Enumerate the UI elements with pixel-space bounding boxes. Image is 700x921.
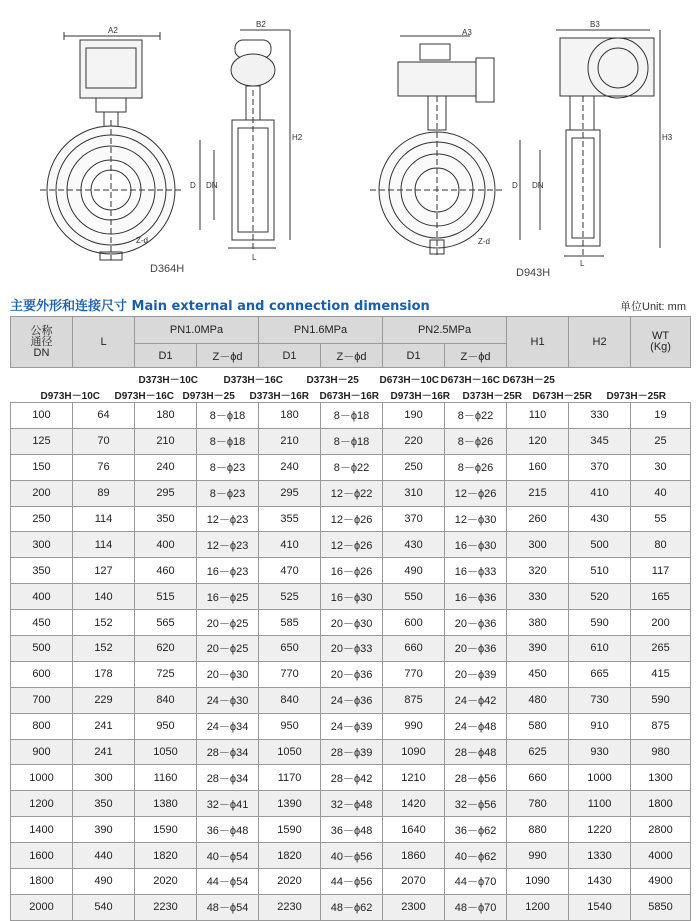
cell-h2: 520	[569, 584, 631, 610]
cell-h1: 780	[507, 791, 569, 817]
label-d-left: D	[190, 181, 196, 190]
cell-l: 490	[73, 869, 135, 895]
cell-d1-pn10: 565	[135, 610, 197, 636]
cell-d1-pn16: 410	[259, 532, 321, 558]
cell-zd-pn25: 48－ϕ70	[445, 894, 507, 920]
cell-d1-pn16: 2230	[259, 894, 321, 920]
cell-wt: 55	[631, 506, 691, 532]
cell-h2: 500	[569, 532, 631, 558]
cell-dn: 700	[11, 687, 73, 713]
header-h1: H1	[507, 317, 569, 368]
cell-zd-pn16: 20－ϕ33	[321, 636, 383, 662]
cell-d1-pn25: 990	[383, 713, 445, 739]
cell-h1: 260	[507, 506, 569, 532]
header-pn16: PN1.6MPa	[259, 317, 383, 344]
header-zd: Z－ϕd	[445, 344, 507, 368]
cell-h1: 320	[507, 558, 569, 584]
cell-zd-pn16: 8－ϕ22	[321, 454, 383, 480]
cell-l: 540	[73, 894, 135, 920]
cell-d1-pn25: 2300	[383, 894, 445, 920]
cell-d1-pn10: 350	[135, 506, 197, 532]
model-code: D973H－25	[182, 391, 235, 402]
cell-h1: 120	[507, 428, 569, 454]
table-row	[11, 713, 691, 739]
table-row	[11, 480, 691, 506]
cell-dn: 1400	[11, 817, 73, 843]
cell-l: 114	[73, 506, 135, 532]
cell-zd-pn25: 28－ϕ48	[445, 739, 507, 765]
cell-h2: 430	[569, 506, 631, 532]
cell-wt: 415	[631, 661, 691, 687]
cell-d1-pn25: 1210	[383, 765, 445, 791]
cell-zd-pn25: 40－ϕ62	[445, 843, 507, 869]
header-d1: D1	[383, 344, 445, 368]
cell-zd-pn10: 20－ϕ25	[197, 636, 259, 662]
cell-zd-pn25: 16－ϕ36	[445, 584, 507, 610]
cell-h2: 1430	[569, 869, 631, 895]
cell-zd-pn25: 44－ϕ70	[445, 869, 507, 895]
cell-wt: 80	[631, 532, 691, 558]
cell-zd-pn10: 36－ϕ48	[197, 817, 259, 843]
label-zd-left: Z-d	[136, 236, 148, 245]
cell-d1-pn10: 1590	[135, 817, 197, 843]
cell-zd-pn16: 20－ϕ36	[321, 661, 383, 687]
header-pn25: PN2.5MPa	[383, 317, 507, 344]
cell-d1-pn16: 1170	[259, 765, 321, 791]
unit-label: 单位Unit: mm	[620, 301, 686, 313]
cell-dn: 400	[11, 584, 73, 610]
cell-zd-pn25: 36－ϕ62	[445, 817, 507, 843]
cell-d1-pn10: 460	[135, 558, 197, 584]
label-zd-right: Z-d	[478, 237, 490, 246]
header-pn10: PN1.0MPa	[135, 317, 259, 344]
table-row	[11, 428, 691, 454]
header-d1: D1	[259, 344, 321, 368]
table-row	[11, 739, 691, 765]
cell-d1-pn10: 840	[135, 687, 197, 713]
cell-zd-pn25: 8－ϕ26	[445, 454, 507, 480]
cell-wt: 980	[631, 739, 691, 765]
cell-zd-pn16: 32－ϕ48	[321, 791, 383, 817]
d943h-front-view	[370, 36, 505, 258]
cell-zd-pn16: 28－ϕ42	[321, 765, 383, 791]
model-code: D673H－25R	[532, 391, 592, 402]
cell-zd-pn16: 40－ϕ56	[321, 843, 383, 869]
cell-d1-pn16: 470	[259, 558, 321, 584]
d943h-side-view	[520, 30, 660, 256]
cell-zd-pn16: 44－ϕ56	[321, 869, 383, 895]
model-code: D373H－16R	[249, 391, 309, 402]
cell-zd-pn16: 16－ϕ30	[321, 584, 383, 610]
cell-h2: 1220	[569, 817, 631, 843]
cell-dn: 450	[11, 610, 73, 636]
cell-d1-pn16: 240	[259, 454, 321, 480]
cell-zd-pn16: 20－ϕ30	[321, 610, 383, 636]
cell-dn: 1600	[11, 843, 73, 869]
table-row	[11, 791, 691, 817]
cell-d1-pn10: 725	[135, 661, 197, 687]
header-l: L	[73, 317, 135, 368]
table-row	[11, 403, 691, 429]
cell-d1-pn25: 2070	[383, 869, 445, 895]
cell-l: 178	[73, 661, 135, 687]
table-row	[11, 558, 691, 584]
table-row	[11, 843, 691, 869]
cell-zd-pn25: 20－ϕ36	[445, 610, 507, 636]
model-list	[11, 368, 691, 403]
cell-h2: 370	[569, 454, 631, 480]
model-code: D373H－10C	[138, 375, 198, 386]
cell-dn: 1200	[11, 791, 73, 817]
cell-zd-pn25: 24－ϕ48	[445, 713, 507, 739]
cell-zd-pn25: 12－ϕ26	[445, 480, 507, 506]
cell-zd-pn10: 12－ϕ23	[197, 532, 259, 558]
cell-zd-pn16: 48－ϕ62	[321, 894, 383, 920]
cell-d1-pn16: 1050	[259, 739, 321, 765]
table-row	[11, 584, 691, 610]
cell-zd-pn25: 12－ϕ30	[445, 506, 507, 532]
cell-h2: 665	[569, 661, 631, 687]
cell-l: 350	[73, 791, 135, 817]
cell-zd-pn10: 16－ϕ25	[197, 584, 259, 610]
cell-d1-pn25: 430	[383, 532, 445, 558]
cell-l: 229	[73, 687, 135, 713]
cell-wt: 165	[631, 584, 691, 610]
cell-dn: 125	[11, 428, 73, 454]
cell-h2: 1100	[569, 791, 631, 817]
cell-zd-pn25: 8－ϕ26	[445, 428, 507, 454]
table-row	[11, 506, 691, 532]
dimension-table	[10, 316, 691, 921]
cell-h2: 610	[569, 636, 631, 662]
caption-d943h: D943H	[516, 267, 551, 279]
cell-zd-pn16: 12－ϕ26	[321, 506, 383, 532]
table-row	[11, 610, 691, 636]
cell-zd-pn10: 12－ϕ23	[197, 506, 259, 532]
cell-d1-pn16: 650	[259, 636, 321, 662]
model-code: D373H－16C	[223, 375, 283, 386]
model-code: D673H－16R	[319, 391, 379, 402]
table-row	[11, 661, 691, 687]
table-row	[11, 636, 691, 662]
cell-d1-pn25: 1090	[383, 739, 445, 765]
cell-l: 440	[73, 843, 135, 869]
cell-d1-pn25: 1640	[383, 817, 445, 843]
cell-wt: 875	[631, 713, 691, 739]
label-dn-left: DN	[206, 181, 218, 190]
cell-d1-pn16: 1820	[259, 843, 321, 869]
cell-l: 241	[73, 713, 135, 739]
header-zd: Z－ϕd	[321, 344, 383, 368]
cell-zd-pn10: 16－ϕ23	[197, 558, 259, 584]
d364h-front-view	[40, 32, 182, 260]
cell-d1-pn25: 1860	[383, 843, 445, 869]
cell-dn: 800	[11, 713, 73, 739]
cell-d1-pn10: 1380	[135, 791, 197, 817]
cell-zd-pn25: 20－ϕ36	[445, 636, 507, 662]
cell-dn: 500	[11, 636, 73, 662]
cell-zd-pn25: 32－ϕ56	[445, 791, 507, 817]
cell-d1-pn10: 620	[135, 636, 197, 662]
model-code: D673H－16C	[440, 375, 500, 386]
cell-d1-pn16: 2020	[259, 869, 321, 895]
table-row	[11, 817, 691, 843]
cell-zd-pn10: 8－ϕ18	[197, 403, 259, 429]
cell-d1-pn10: 240	[135, 454, 197, 480]
label-l-left: L	[252, 253, 257, 262]
cell-d1-pn10: 210	[135, 428, 197, 454]
table-row	[11, 532, 691, 558]
cell-zd-pn16: 16－ϕ26	[321, 558, 383, 584]
cell-zd-pn10: 32－ϕ41	[197, 791, 259, 817]
cell-dn: 200	[11, 480, 73, 506]
header-d1: D1	[135, 344, 197, 368]
cell-dn: 1000	[11, 765, 73, 791]
cell-d1-pn10: 2020	[135, 869, 197, 895]
cell-zd-pn10: 40－ϕ54	[197, 843, 259, 869]
cell-d1-pn16: 295	[259, 480, 321, 506]
model-code: D973H－10C	[40, 391, 100, 402]
cell-zd-pn10: 8－ϕ23	[197, 480, 259, 506]
cell-wt: 1800	[631, 791, 691, 817]
technical-drawings	[0, 0, 700, 290]
cell-zd-pn10: 44－ϕ54	[197, 869, 259, 895]
cell-zd-pn10: 8－ϕ18	[197, 428, 259, 454]
cell-d1-pn25: 550	[383, 584, 445, 610]
model-code: D973H－16R	[390, 391, 450, 402]
cell-d1-pn16: 585	[259, 610, 321, 636]
cell-d1-pn25: 875	[383, 687, 445, 713]
cell-h1: 390	[507, 636, 569, 662]
cell-h2: 730	[569, 687, 631, 713]
cell-zd-pn25: 8－ϕ22	[445, 403, 507, 429]
model-code: D373H－25	[306, 375, 359, 386]
model-list-row	[11, 368, 691, 403]
label-l-right: L	[580, 259, 585, 268]
cell-dn: 100	[11, 403, 73, 429]
cell-h1: 1200	[507, 894, 569, 920]
cell-d1-pn10: 180	[135, 403, 197, 429]
cell-wt: 40	[631, 480, 691, 506]
cell-wt: 265	[631, 636, 691, 662]
cell-h1: 450	[507, 661, 569, 687]
cell-wt: 117	[631, 558, 691, 584]
cell-d1-pn10: 295	[135, 480, 197, 506]
cell-l: 89	[73, 480, 135, 506]
cell-wt: 4900	[631, 869, 691, 895]
cell-d1-pn10: 950	[135, 713, 197, 739]
cell-wt: 2800	[631, 817, 691, 843]
cell-h2: 1540	[569, 894, 631, 920]
label-a3: A3	[462, 28, 472, 37]
cell-l: 70	[73, 428, 135, 454]
header-dn: 公称 通径 DN	[11, 317, 73, 368]
table-row	[11, 454, 691, 480]
section-title: 主要外形和连接尺寸 Main external and connection dimension	[10, 299, 430, 314]
cell-zd-pn25: 20－ϕ39	[445, 661, 507, 687]
label-a2: A2	[108, 26, 118, 35]
cell-zd-pn10: 48－ϕ54	[197, 894, 259, 920]
cell-h1: 380	[507, 610, 569, 636]
label-b2: B2	[256, 20, 266, 29]
table-row	[11, 894, 691, 920]
cell-l: 140	[73, 584, 135, 610]
cell-zd-pn16: 12－ϕ26	[321, 532, 383, 558]
cell-d1-pn16: 770	[259, 661, 321, 687]
cell-zd-pn16: 12－ϕ22	[321, 480, 383, 506]
cell-zd-pn25: 24－ϕ42	[445, 687, 507, 713]
cell-h2: 510	[569, 558, 631, 584]
cell-h1: 1090	[507, 869, 569, 895]
cell-l: 152	[73, 636, 135, 662]
cell-d1-pn16: 1390	[259, 791, 321, 817]
cell-h2: 410	[569, 480, 631, 506]
cell-zd-pn16: 8－ϕ18	[321, 403, 383, 429]
cell-dn: 300	[11, 532, 73, 558]
cell-h1: 215	[507, 480, 569, 506]
cell-h2: 345	[569, 428, 631, 454]
cell-d1-pn16: 1590	[259, 817, 321, 843]
cell-zd-pn10: 20－ϕ30	[197, 661, 259, 687]
cell-l: 64	[73, 403, 135, 429]
cell-l: 241	[73, 739, 135, 765]
cell-dn: 350	[11, 558, 73, 584]
cell-d1-pn10: 515	[135, 584, 197, 610]
cell-wt: 5850	[631, 894, 691, 920]
cell-h1: 330	[507, 584, 569, 610]
cell-zd-pn10: 24－ϕ30	[197, 687, 259, 713]
cell-dn: 2000	[11, 894, 73, 920]
cell-dn: 250	[11, 506, 73, 532]
cell-h1: 110	[507, 403, 569, 429]
cell-wt: 590	[631, 687, 691, 713]
valve-drawings-svg	[0, 0, 700, 290]
cell-h1: 480	[507, 687, 569, 713]
cell-zd-pn16: 24－ϕ36	[321, 687, 383, 713]
cell-d1-pn10: 400	[135, 532, 197, 558]
cell-l: 127	[73, 558, 135, 584]
label-d-right: D	[512, 181, 518, 190]
cell-h2: 910	[569, 713, 631, 739]
cell-zd-pn16: 28－ϕ39	[321, 739, 383, 765]
cell-wt: 4000	[631, 843, 691, 869]
cell-h1: 300	[507, 532, 569, 558]
cell-h2: 1330	[569, 843, 631, 869]
cell-d1-pn25: 490	[383, 558, 445, 584]
cell-d1-pn25: 370	[383, 506, 445, 532]
cell-h1: 660	[507, 765, 569, 791]
label-h2: H2	[292, 133, 303, 142]
cell-d1-pn10: 1050	[135, 739, 197, 765]
cell-h1: 160	[507, 454, 569, 480]
cell-zd-pn10: 20－ϕ25	[197, 610, 259, 636]
cell-h2: 590	[569, 610, 631, 636]
cell-zd-pn10: 24－ϕ34	[197, 713, 259, 739]
model-code: D373H－25R	[462, 391, 522, 402]
header-row-1	[11, 317, 691, 344]
cell-d1-pn25: 310	[383, 480, 445, 506]
label-h3: H3	[662, 133, 673, 142]
cell-d1-pn10: 1820	[135, 843, 197, 869]
cell-wt: 25	[631, 428, 691, 454]
cell-d1-pn16: 840	[259, 687, 321, 713]
table-row	[11, 765, 691, 791]
cell-zd-pn10: 8－ϕ23	[197, 454, 259, 480]
cell-dn: 600	[11, 661, 73, 687]
cell-d1-pn25: 220	[383, 428, 445, 454]
cell-l: 114	[73, 532, 135, 558]
cell-wt: 200	[631, 610, 691, 636]
cell-zd-pn25: 16－ϕ33	[445, 558, 507, 584]
label-dn-right: DN	[532, 181, 544, 190]
cell-zd-pn25: 28－ϕ56	[445, 765, 507, 791]
cell-dn: 150	[11, 454, 73, 480]
cell-dn: 1800	[11, 869, 73, 895]
cell-d1-pn10: 1160	[135, 765, 197, 791]
cell-d1-pn25: 1420	[383, 791, 445, 817]
header-h2: H2	[569, 317, 631, 368]
table-row	[11, 869, 691, 895]
cell-d1-pn25: 250	[383, 454, 445, 480]
cell-l: 390	[73, 817, 135, 843]
label-b3: B3	[590, 20, 600, 29]
cell-zd-pn10: 28－ϕ34	[197, 739, 259, 765]
cell-wt: 1300	[631, 765, 691, 791]
cell-h1: 990	[507, 843, 569, 869]
cell-h1: 880	[507, 817, 569, 843]
model-code: D973H－16C	[114, 391, 174, 402]
header-zd: Z－ϕd	[197, 344, 259, 368]
cell-h2: 330	[569, 403, 631, 429]
cell-d1-pn25: 190	[383, 403, 445, 429]
cell-zd-pn16: 24－ϕ39	[321, 713, 383, 739]
header-wt: WT (Kg)	[631, 317, 691, 368]
cell-zd-pn25: 16－ϕ30	[445, 532, 507, 558]
cell-l: 300	[73, 765, 135, 791]
cell-h2: 930	[569, 739, 631, 765]
cell-wt: 30	[631, 454, 691, 480]
d364h-side-view	[200, 30, 290, 250]
cell-dn: 900	[11, 739, 73, 765]
table-row	[11, 687, 691, 713]
cell-zd-pn16: 8－ϕ18	[321, 428, 383, 454]
cell-d1-pn16: 210	[259, 428, 321, 454]
cell-l: 152	[73, 610, 135, 636]
cell-zd-pn16: 36－ϕ48	[321, 817, 383, 843]
model-code: D673H－25	[502, 375, 555, 386]
cell-h2: 1000	[569, 765, 631, 791]
cell-d1-pn16: 180	[259, 403, 321, 429]
cell-d1-pn25: 770	[383, 661, 445, 687]
cell-d1-pn16: 355	[259, 506, 321, 532]
cell-d1-pn16: 950	[259, 713, 321, 739]
cell-d1-pn25: 600	[383, 610, 445, 636]
cell-zd-pn10: 28－ϕ34	[197, 765, 259, 791]
model-code: D973H－25R	[606, 391, 666, 402]
cell-h1: 625	[507, 739, 569, 765]
cell-d1-pn10: 2230	[135, 894, 197, 920]
cell-h1: 580	[507, 713, 569, 739]
cell-d1-pn25: 660	[383, 636, 445, 662]
cell-d1-pn16: 525	[259, 584, 321, 610]
caption-d364h: D364H	[150, 263, 185, 275]
model-code: D673H－10C	[379, 375, 439, 386]
cell-wt: 19	[631, 403, 691, 429]
cell-l: 76	[73, 454, 135, 480]
